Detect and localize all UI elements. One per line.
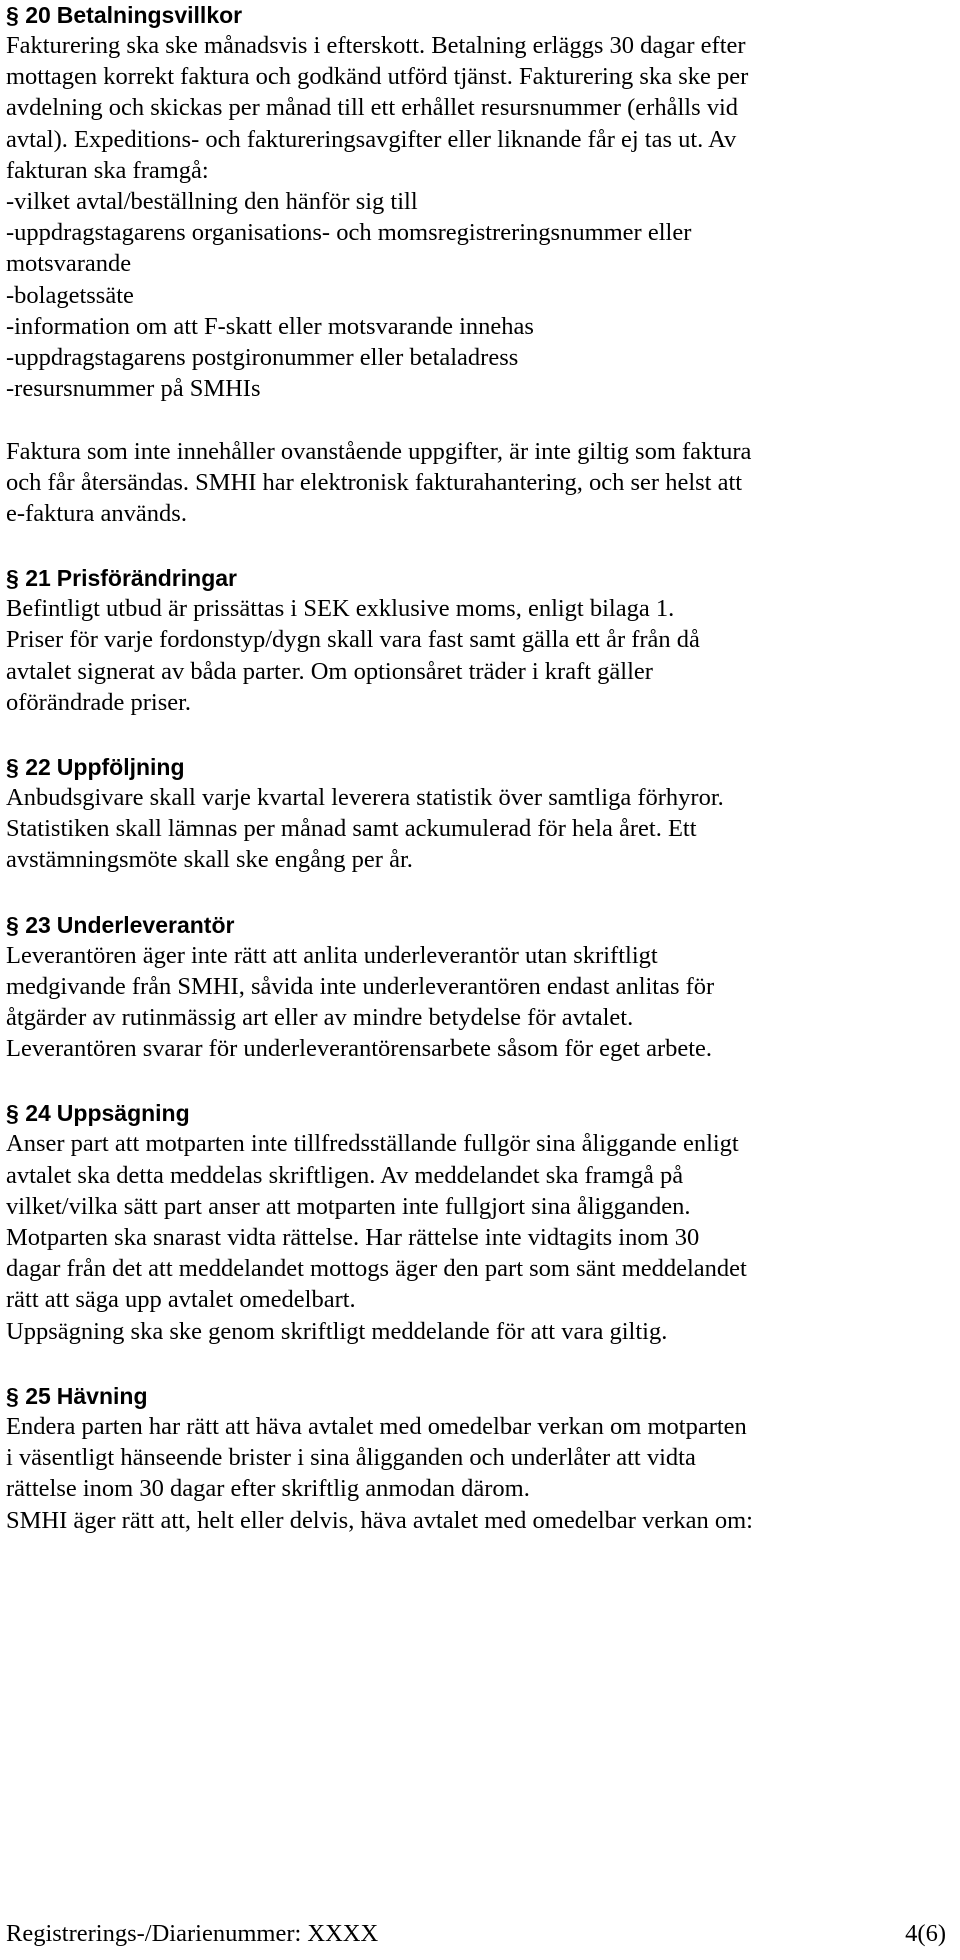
text-line: avtalet signerat av båda parter. Om optionsåret träder i kraft gäller bbox=[6, 657, 653, 685]
text-line: avtalet ska detta meddelas skriftligen. Av meddelandet ska framgå på bbox=[6, 1161, 684, 1189]
section-21 bbox=[6, 563, 956, 718]
paragraph-spacer bbox=[6, 404, 956, 435]
section-title: Betalningsvillkor bbox=[56, 2, 243, 28]
paragraph bbox=[6, 593, 956, 718]
text-line: Motparten ska snarast vidta rättelse. Har rättelse inte vidtagits inom 30 bbox=[6, 1224, 700, 1252]
section-spacer bbox=[6, 718, 956, 752]
text-line: Anser part att motparten inte tillfredsställande fullgör sina åliggande enligt bbox=[6, 1130, 739, 1158]
section-symbol: § bbox=[6, 911, 19, 938]
paragraph bbox=[6, 436, 956, 530]
section-spacer bbox=[6, 529, 956, 563]
section-number: 24 bbox=[25, 1100, 51, 1127]
section-number: 20 bbox=[25, 2, 51, 28]
text-line: avtal). Expeditions- och faktureringsavgifter eller liknande får ej tas ut. Av bbox=[6, 125, 737, 153]
section-symbol: § bbox=[6, 565, 19, 592]
section-number: 21 bbox=[25, 565, 51, 592]
text-line: i väsentligt hänseende brister i sina åligganden och underlåter att vidta bbox=[6, 1444, 696, 1472]
text-line: -uppdragstagarens organisations- och momsregistreringsnummer eller bbox=[6, 219, 692, 247]
text-line: Priser för varje fordonstyp/dygn skall vara fast samt gälla ett år från då bbox=[6, 626, 700, 654]
text-line: Statistiken skall lämnas per månad samt ackumulerad för hela året. Ett bbox=[6, 815, 697, 843]
section-25 bbox=[6, 1381, 956, 1536]
section-heading bbox=[6, 1381, 956, 1411]
section-22 bbox=[6, 752, 956, 876]
section-heading bbox=[6, 752, 956, 782]
section-number: 25 bbox=[25, 1382, 51, 1409]
text-line: Anbudsgivare skall varje kvartal leverera statistik över samtliga förhyror. bbox=[6, 784, 724, 812]
paragraph bbox=[6, 30, 956, 404]
text-line: -uppdragstagarens postgironummer eller betaladress bbox=[6, 344, 519, 372]
text-line: oförändrade priser. bbox=[6, 688, 192, 716]
text-line: Leverantören äger inte rätt att anlita underleverantör utan skriftligt bbox=[6, 941, 658, 969]
text-line: SMHI äger rätt att, helt eller delvis, häva avtalet med omedelbar verkan om: bbox=[6, 1506, 753, 1534]
text-line: -information om att F-skatt eller motsvarande innehas bbox=[6, 312, 534, 340]
section-title: Prisförändringar bbox=[56, 565, 237, 592]
section-title: Underleverantör bbox=[56, 911, 235, 938]
text-line: dagar från det att meddelandet mottogs äger den part som sänt meddelandet bbox=[6, 1255, 747, 1283]
registration-number: Registrerings-/Diarienummer: XXXX bbox=[6, 1920, 379, 1947]
text-line: -resursnummer på SMHIs bbox=[6, 375, 261, 403]
paragraph bbox=[6, 1411, 956, 1536]
section-spacer bbox=[6, 876, 956, 910]
section-spacer bbox=[6, 1347, 956, 1381]
text-line: Befintligt utbud är prissättas i SEK exklusive moms, enligt bilaga 1. bbox=[6, 595, 675, 623]
section-heading bbox=[6, 910, 956, 940]
document-body bbox=[6, 0, 956, 1536]
text-line: avstämningsmöte skall ske engång per år. bbox=[6, 846, 413, 874]
text-line: -vilket avtal/beställning den hänför sig till bbox=[6, 188, 418, 216]
text-line: Faktura som inte innehåller ovanstående uppgifter, är inte giltig som faktura bbox=[6, 437, 752, 465]
section-23 bbox=[6, 910, 956, 1065]
paragraph bbox=[6, 940, 956, 1065]
section-24 bbox=[6, 1098, 956, 1346]
section-title: Hävning bbox=[56, 1382, 148, 1409]
text-line: medgivande från SMHI, såvida inte underleverantören endast anlitas för bbox=[6, 972, 715, 1000]
text-line: rätt att säga upp avtalet omedelbart. bbox=[6, 1286, 356, 1314]
text-line: Endera parten har rätt att häva avtalet med omedelbar verkan om motparten bbox=[6, 1412, 747, 1440]
section-symbol: § bbox=[6, 1382, 19, 1409]
text-line: e-faktura används. bbox=[6, 500, 187, 528]
text-line: -bolagetssäte bbox=[6, 281, 134, 309]
section-symbol: § bbox=[6, 754, 19, 781]
section-number: 22 bbox=[25, 754, 51, 781]
section-symbol: § bbox=[6, 2, 19, 28]
text-line: Uppsägning ska ske genom skriftligt meddelande för att vara giltig. bbox=[6, 1317, 668, 1345]
section-number: 23 bbox=[25, 911, 51, 938]
section-symbol: § bbox=[6, 1100, 19, 1127]
text-line: avdelning och skickas per månad till ett erhållet resursnummer (erhålls vid bbox=[6, 94, 739, 122]
text-line: Fakturering ska ske månadsvis i efterskott. Betalning erläggs 30 dagar efter bbox=[6, 32, 746, 59]
section-heading bbox=[6, 1098, 956, 1128]
page-footer bbox=[6, 1918, 946, 1950]
text-line: motsvarande bbox=[6, 250, 132, 278]
section-title: Uppföljning bbox=[56, 754, 185, 781]
text-line: åtgärder av rutinmässig art eller av mindre betydelse för avtalet. bbox=[6, 1004, 634, 1032]
paragraph bbox=[6, 782, 956, 876]
text-line: mottagen korrekt faktura och godkänd utförd tjänst. Fakturering ska ske per bbox=[6, 63, 749, 91]
section-heading bbox=[6, 563, 956, 593]
text-line: Leverantören svarar för underleverantörensarbete såsom för eget arbete. bbox=[6, 1035, 713, 1063]
section-spacer bbox=[6, 1064, 956, 1098]
section-heading bbox=[6, 0, 956, 30]
text-line: rättelse inom 30 dagar efter skriftlig anmodan därom. bbox=[6, 1475, 530, 1503]
section-title: Uppsägning bbox=[56, 1100, 190, 1127]
text-line: vilket/vilka sätt part anser att motparten inte fullgjort sina åligganden. bbox=[6, 1192, 691, 1220]
section-20 bbox=[6, 0, 956, 529]
page-number: 4(6) bbox=[905, 1920, 946, 1947]
paragraph bbox=[6, 1128, 956, 1346]
text-line: fakturan ska framgå: bbox=[6, 156, 209, 184]
text-line: och får återsändas. SMHI har elektronisk fakturahantering, och ser helst att bbox=[6, 468, 743, 496]
